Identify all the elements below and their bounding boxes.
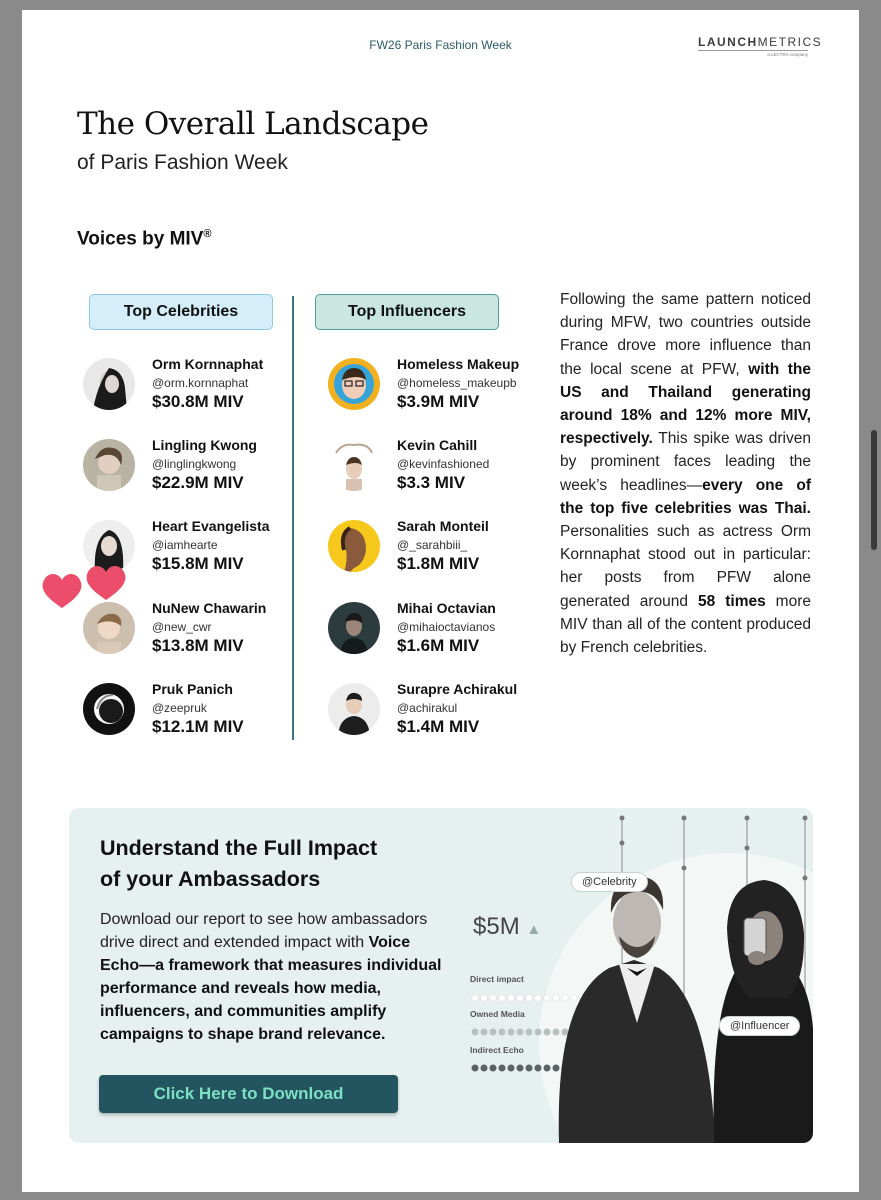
influencer-miv: $1.4M MIV [397, 717, 480, 736]
influencer-name: Sarah Monteil [397, 518, 489, 534]
owned-media-label: Owned Media [470, 1009, 525, 1019]
influencer-item[interactable] [328, 437, 528, 497]
banner-body-bold: Voice Echo—a framework that measures individual performance and reveals how media, influencers, and communities amplify campaigns to shape brand relevance. [100, 934, 442, 1043]
logo-word-main: LAUNCH [698, 35, 758, 49]
banner-title-line: of your Ambassadors [100, 867, 321, 891]
banner-body-text: Download our report to see how ambassadors drive direct and extended impact with [100, 911, 428, 951]
download-button[interactable]: Click Here to Download [99, 1075, 398, 1113]
influencer-miv: $1.8M MIV [397, 554, 480, 573]
para-text: This spike was driven by prominent faces leading the week’s headlines— [560, 430, 811, 494]
celebrity-name: Heart Evangelista [152, 518, 270, 534]
influencer-item[interactable] [328, 681, 528, 741]
column-divider [292, 296, 294, 740]
influencer-avatar [328, 358, 380, 410]
celebrity-item[interactable] [83, 356, 283, 416]
section-title [77, 228, 211, 250]
influencer-tag: @Influencer [719, 1016, 800, 1036]
para-text: Following the same pattern noticed during MFW, two countries outside France drove more influence than the local scene at PFW, [560, 291, 811, 378]
impact-value [473, 913, 541, 941]
hearts-icon [40, 562, 132, 614]
influencer-name: Surapre Achirakul [397, 681, 518, 697]
influencer-name: Kevin Cahill [397, 437, 478, 453]
event-title: FW26 Paris Fashion Week [369, 38, 512, 52]
triangle-up-icon: ▲ [526, 921, 542, 938]
banner-title-line: Understand the Full Impact [100, 836, 378, 860]
celebrity-avatar [83, 439, 135, 491]
influencer-miv: $3.9M MIV [397, 392, 480, 411]
top-celebrities-label: Top Celebrities [89, 294, 273, 330]
celebrity-handle[interactable]: @iamhearte [152, 538, 218, 552]
celebrity-avatar [83, 358, 135, 410]
celebrity-miv: $22.9M MIV [152, 473, 244, 492]
celebrity-item[interactable] [83, 681, 283, 741]
para-highlight: every one of the top five celebrities was Thai. [560, 476, 812, 517]
celebrity-avatar [83, 683, 135, 735]
voice-echo-visual [459, 808, 813, 1143]
influencer-handle[interactable]: @_sarahbiii_ [397, 538, 468, 552]
section-title-text: Voices by MIV [77, 228, 204, 250]
celebrity-name: Pruk Panich [152, 681, 233, 697]
launchmetrics-logo [698, 35, 823, 57]
para-text: Personalities such as actress Orm Kornnaphat stood out in particular: her posts from PFW alone generated around [560, 523, 811, 610]
celebrity-item[interactable] [83, 437, 283, 497]
influencer-name: Mihai Octavian [397, 600, 496, 616]
influencer-avatar [328, 520, 380, 572]
influencer-handle[interactable]: @kevinfashioned [397, 457, 490, 471]
banner-title [100, 833, 430, 895]
scrollbar-thumb[interactable] [871, 430, 877, 550]
celebrity-handle[interactable]: @new_cwr [152, 620, 212, 634]
influencer-handle[interactable]: @mihaioctavianos [397, 620, 496, 634]
summary-paragraph [560, 288, 811, 659]
celebrity-figure-icon [559, 876, 715, 1143]
impact-value-text: $5M [473, 913, 520, 940]
influencer-avatar [328, 439, 380, 491]
celebrity-miv: $30.8M MIV [152, 392, 244, 411]
page-title: The Overall Landscape [77, 106, 429, 142]
celebrity-handle[interactable]: @orm.kornnaphat [152, 376, 249, 390]
influencer-item[interactable] [328, 600, 528, 660]
influencer-avatar [328, 683, 380, 735]
para-text: more MIV than all of the content produced by French celebrities. [560, 592, 811, 657]
logo-word-light: METRICS [757, 35, 823, 49]
celebrity-name: Lingling Kwong [152, 437, 257, 453]
direct-impact-label: Direct impact [470, 974, 524, 984]
influencer-item[interactable] [328, 518, 528, 578]
celebrity-miv: $12.1M MIV [152, 717, 244, 736]
influencer-item[interactable] [328, 356, 528, 416]
top-influencers-label: Top Influencers [315, 294, 499, 330]
influencer-name: Homeless Makeup [397, 356, 520, 372]
celebrity-name: Orm Kornnaphat [152, 356, 264, 372]
celebrity-miv: $15.8M MIV [152, 554, 244, 573]
influencer-avatar [328, 602, 380, 654]
celebrity-name: NuNew Chawarin [152, 600, 267, 616]
registered-mark: ® [203, 228, 212, 240]
influencer-miv: $1.6M MIV [397, 636, 480, 655]
celebrity-handle[interactable]: @linglingkwong [152, 457, 237, 471]
influencer-handle[interactable]: @achirakul [397, 701, 458, 715]
influencer-handle[interactable]: @homeless_makeupb [397, 376, 517, 390]
influencer-miv: $3.3 MIV [397, 473, 466, 492]
indirect-echo-label: Indirect Echo [470, 1045, 524, 1055]
celebrity-tag: @Celebrity [571, 872, 648, 892]
download-banner [69, 808, 813, 1143]
celebrity-miv: $13.8M MIV [152, 636, 244, 655]
page-subtitle: of Paris Fashion Week [77, 151, 288, 174]
banner-body [100, 908, 445, 1046]
report-page [22, 10, 859, 1192]
logo-subtitle: a LECTRA company [698, 50, 808, 57]
para-highlight: 58 times [698, 592, 766, 610]
celebrity-handle[interactable]: @zeepruk [152, 701, 207, 715]
influencer-figure-icon [714, 880, 813, 1143]
para-highlight: with the US and Thailand generating around 18% and 12% more MIV, respectively. [560, 360, 811, 448]
